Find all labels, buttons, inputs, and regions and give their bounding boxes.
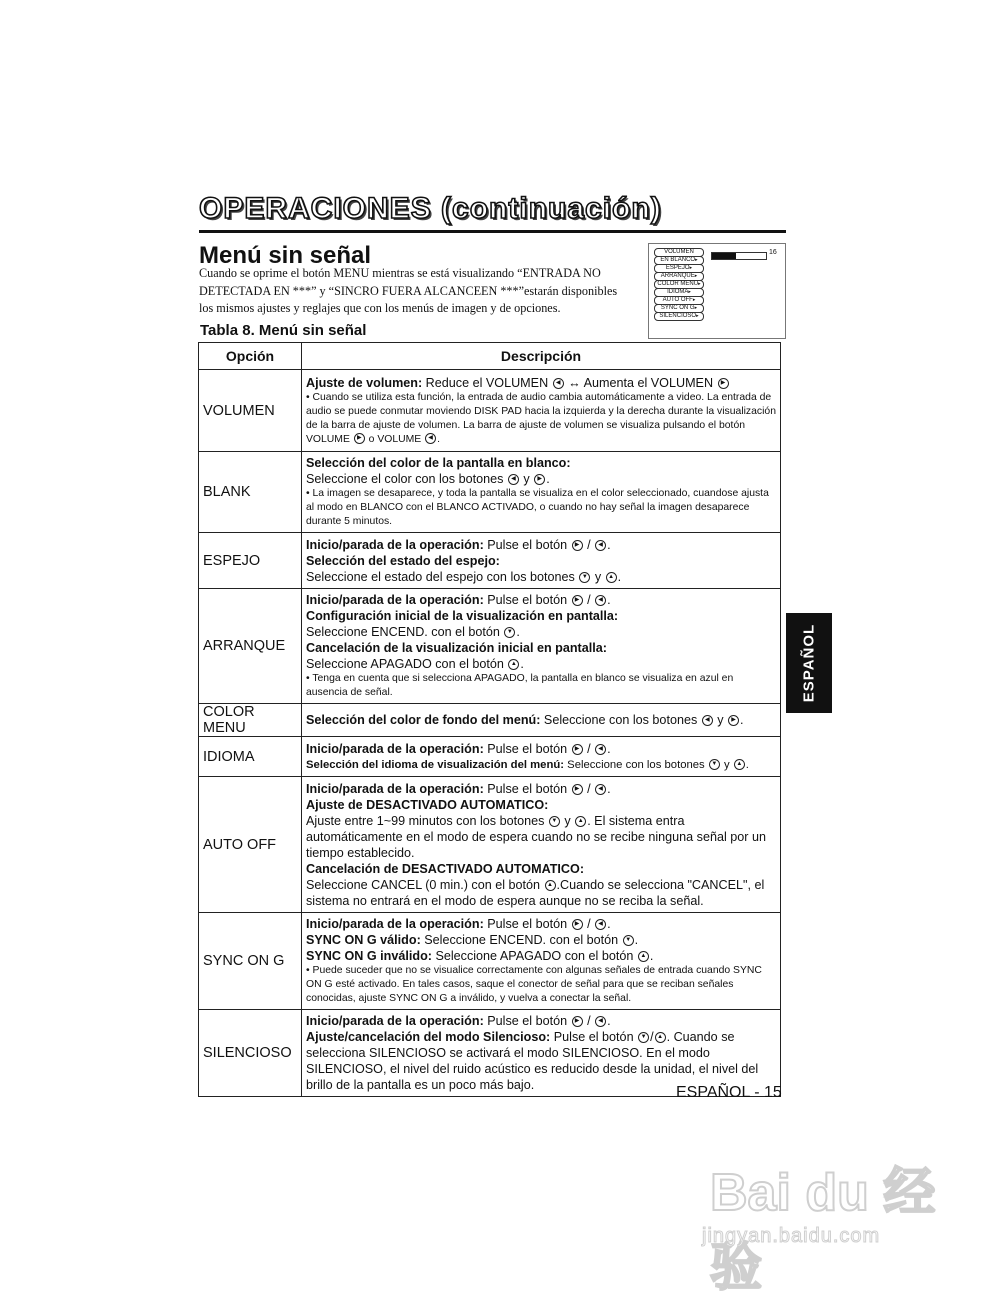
left-arrow-button-icon: ◀	[595, 1016, 606, 1027]
chevron-right-icon: ▸	[698, 281, 701, 287]
section-intro: Cuando se oprime el botón MENU mientras se está visualizando “ENTRADA NO DETECTADA EN ***” y “SINCRO FUERA ALCANCEEN ***”estarán disponibles los mismos ajustes y reglajes que con los menús de imagen y de opciones.	[199, 266, 618, 315]
option-cell: ARRANQUE	[199, 589, 302, 704]
description-text: Seleccione ENCEND. con el botón	[420, 933, 622, 947]
description-cell	[302, 452, 781, 533]
option-cell: SYNC ON G	[199, 913, 302, 1010]
right-arrow-button-icon: ▶	[572, 744, 583, 755]
table-row	[199, 589, 781, 704]
description-text: .	[607, 917, 611, 931]
option-cell: VOLUMEN	[199, 370, 302, 452]
bold-term: Inicio/parada de la operación:	[306, 537, 484, 552]
left-arrow-button-icon: ◀	[595, 784, 606, 795]
bold-term: Cancelación de DESACTIVADO AUTOMATICO:	[306, 861, 585, 876]
description-text: Seleccione APAGADO con el botón	[431, 949, 637, 963]
description-text: Seleccione el estado del espejo con los botones	[306, 569, 579, 584]
up-arrow-button-icon: ▲	[655, 1032, 666, 1043]
description-cell	[302, 589, 781, 704]
description-text: y	[519, 472, 534, 486]
description-text: Pulse el botón	[483, 1014, 571, 1028]
note-text: .	[437, 433, 440, 445]
note-text: • Tenga en cuenta que si selecciona APAGADO, la pantalla en blanco se visualiza en azul en ausencia de señal.	[306, 673, 734, 698]
page-footer: ESPAÑOL - 15	[676, 1084, 782, 1101]
table-caption: Tabla 8. Menú sin señal	[200, 322, 367, 339]
bold-term: Selección del idioma de visualización del menú:	[306, 758, 565, 771]
watermark-url: jingyan.baidu.com	[702, 1225, 881, 1247]
down-arrow-button-icon: ▼	[579, 572, 590, 583]
down-arrow-button-icon: ▼	[504, 627, 515, 638]
right-arrow-button-icon: ▶	[354, 433, 365, 444]
table-row	[199, 737, 781, 777]
left-arrow-button-icon: ◀	[595, 595, 606, 606]
left-arrow-button-icon: ◀	[595, 919, 606, 930]
description-cell	[302, 737, 781, 777]
watermark-logo: Bai du 经验	[710, 1164, 936, 1297]
bold-term: Inicio/parada de la operación:	[306, 1014, 484, 1028]
up-arrow-button-icon: ▲	[606, 572, 617, 583]
description-text: Pulse el botón	[550, 1030, 638, 1044]
description-text: .	[740, 713, 744, 727]
description-text: y	[591, 569, 605, 584]
table-row	[199, 370, 781, 452]
left-arrow-button-icon: ◀	[595, 744, 606, 755]
right-arrow-button-icon: ▶	[572, 919, 583, 930]
note-text: o VOLUME	[365, 433, 425, 445]
description-text: ↔ Aumenta el VOLUMEN	[564, 375, 717, 390]
section-title: Menú sin señal	[199, 242, 372, 269]
description-text: Pulse el botón	[483, 593, 571, 607]
description-text: .	[649, 949, 654, 963]
menu-preview-label: IDIOMA	[667, 289, 689, 295]
left-arrow-button-icon: ◀	[553, 378, 564, 389]
bold-term: Ajuste de volumen:	[306, 375, 423, 390]
description-text: y	[713, 713, 728, 727]
description-text: y	[720, 758, 733, 771]
chevron-right-icon: ▸	[695, 257, 698, 263]
description-text: Seleccione el color con los botones	[306, 472, 507, 486]
bold-term: Ajuste de DESACTIVADO AUTOMATICO:	[306, 797, 549, 812]
right-arrow-button-icon: ▶	[534, 474, 545, 485]
bold-term: Selección del color de la pantalla en blanco:	[306, 456, 571, 470]
watermark	[700, 1130, 940, 1297]
menu-preview-label: ESPEJO	[665, 265, 690, 271]
chevron-right-icon: ▸	[696, 313, 699, 319]
description-text: .	[607, 1014, 611, 1028]
description-text: Seleccione ENCEND. con el botón	[306, 625, 504, 639]
description-cell	[302, 370, 781, 452]
language-side-tab	[786, 613, 832, 713]
right-arrow-button-icon: ▶	[572, 784, 583, 795]
volume-bar	[711, 252, 767, 260]
option-cell: ESPEJO	[199, 533, 302, 589]
right-arrow-button-icon: ▶	[718, 378, 729, 389]
down-arrow-button-icon: ▼	[709, 759, 720, 770]
description-cell	[302, 704, 781, 737]
up-arrow-button-icon: ▲	[545, 880, 556, 891]
description-text: /	[583, 593, 595, 607]
description-cell	[302, 533, 781, 589]
bold-term: Ajuste/cancelación del modo Silencioso:	[306, 1030, 551, 1044]
description-text: .	[617, 569, 622, 584]
description-cell	[302, 913, 781, 1010]
description-text: .	[607, 781, 611, 796]
option-cell: COLOR MENU	[199, 704, 302, 737]
right-arrow-button-icon: ▶	[572, 1016, 583, 1027]
bold-term: Cancelación de la visualización inicial en pantalla:	[306, 641, 607, 655]
menu-table	[198, 342, 781, 1097]
description-text: .	[607, 741, 611, 756]
table-header-row	[199, 343, 781, 370]
down-arrow-button-icon: ▼	[549, 816, 560, 827]
note-text: • La imagen se desaparece, y toda la pantalla se visualiza en el color seleccionado, cuandose ajusta al modo en BLANCO con el BLANCO ACTIVADO, o cuando no hay señal la imagen desaparece durante 5 minutos.	[306, 488, 769, 527]
description-text: Pulse el botón	[483, 781, 571, 796]
bold-term: Inicio/parada de la operación:	[306, 917, 484, 931]
right-arrow-button-icon: ▶	[572, 595, 583, 606]
bold-term: Configuración inicial de la visualización en pantalla:	[306, 609, 619, 623]
description-text: Ajuste entre 1~99 minutos con los botones	[306, 813, 548, 828]
description-text: Seleccione APAGADO con el botón	[306, 657, 508, 671]
menu-preview-item	[654, 312, 704, 321]
page-header-title: OPERACIONES (continuación)	[199, 192, 662, 225]
right-arrow-button-icon: ▶	[572, 540, 583, 551]
note-text: • Cuando se utiliza esta función, la entrada de audio cambia automáticamente a video. La entrada de audio se puede conmutar moviendo DISK PAD hacia la izquierda y la derecha durante la visualización de la barra de ajuste de volumen. La barra de ajuste de volumen se visualiza pulsando el botón VOLUME	[306, 391, 776, 445]
volume-bar-fill	[712, 253, 736, 259]
description-text: Seleccione CANCEL (0 min.) con el botón	[306, 877, 544, 892]
left-arrow-button-icon: ◀	[702, 715, 713, 726]
menu-preview-label: AUTO OFF	[662, 297, 693, 303]
description-text: Pulse el botón	[483, 537, 571, 552]
description-text: /	[650, 1030, 654, 1044]
note-text: • Puede suceder que no se visualice correctamente con algunas señales de entrada cuando SYNC ON G esté activado. En tales casos, saque el conector de señal para que se reciban señales conocidas, ajuste SYNC ON G a inválido, y vuelva a conectar la señal.	[306, 965, 762, 1004]
bold-term: Inicio/parada de la operación:	[306, 781, 484, 796]
bold-term: Inicio/parada de la operación:	[306, 593, 484, 607]
description-text: y	[560, 813, 575, 828]
left-arrow-button-icon: ◀	[508, 474, 519, 485]
table-row	[199, 913, 781, 1010]
chevron-right-icon: ▸	[689, 265, 693, 271]
description-text: .Cuando se selecciona "CANCEL", el sistema no entrará en el modo de espera aunque no se reciba la señal.	[306, 877, 765, 908]
bold-term: Inicio/parada de la operación:	[306, 741, 484, 756]
description-text: /	[583, 917, 595, 931]
description-text: .	[745, 758, 749, 771]
description-text: .	[520, 657, 524, 671]
up-arrow-button-icon: ▲	[508, 659, 519, 670]
description-text: Seleccione con los botones	[564, 758, 708, 771]
description-text: . Cuando se selecciona SILENCIOSO se activará el modo SILENCIOSO. En el modo SILENCIOSO, el nivel del ruido acústico es reducido desde la unidad, el nivel del brillo de la pantalla es un poco más bajo.	[306, 1030, 759, 1092]
menu-preview-label: ARRANQUE	[660, 273, 695, 279]
volume-value: 16	[769, 249, 777, 256]
up-arrow-button-icon: ▲	[638, 951, 649, 962]
table-row	[199, 452, 781, 533]
bold-term: SYNC ON G inválido:	[306, 949, 432, 963]
bold-term: Selección del estado del espejo:	[306, 553, 500, 568]
chevron-right-icon: ▸	[694, 273, 698, 279]
up-arrow-button-icon: ▲	[734, 759, 745, 770]
description-text: Pulse el botón	[483, 741, 571, 756]
up-arrow-button-icon: ▲	[575, 816, 586, 827]
description-text: /	[583, 741, 595, 756]
description-text: Pulse el botón	[483, 917, 571, 931]
table-row	[199, 704, 781, 737]
option-cell: AUTO OFF	[199, 777, 302, 913]
chevron-right-icon: ▸	[692, 297, 696, 303]
description-text: .	[546, 472, 550, 486]
description-text: .	[634, 933, 639, 947]
right-arrow-button-icon: ▶	[728, 715, 739, 726]
description-text: Seleccione con los botones	[540, 713, 701, 727]
option-cell: IDIOMA	[199, 737, 302, 777]
column-header-description: Descripción	[302, 343, 781, 370]
menu-preview	[648, 243, 786, 339]
chevron-right-icon: ▸	[694, 305, 698, 311]
left-arrow-button-icon: ◀	[425, 433, 436, 444]
column-header-option: Opción	[199, 343, 302, 370]
description-text: /	[583, 781, 595, 796]
description-text: /	[583, 537, 595, 552]
option-cell: BLANK	[199, 452, 302, 533]
header-rule	[199, 230, 786, 233]
bold-term: Selección del color de fondo del menú:	[306, 713, 541, 727]
option-cell: SILENCIOSO	[199, 1010, 302, 1097]
bold-term: SYNC ON G válido:	[306, 933, 421, 947]
table-row	[199, 777, 781, 913]
down-arrow-button-icon: ▼	[623, 935, 634, 946]
description-text: . El sistema entra automáticamente en el modo de espera cuando no se recibe ninguna señal por un tiempo establecido.	[306, 813, 766, 860]
menu-preview-label: SYNC ON G	[660, 305, 695, 311]
side-tab-label: ESPAÑOL	[800, 623, 818, 703]
description-text: .	[607, 593, 611, 607]
description-text: /	[583, 1014, 595, 1028]
description-text: .	[607, 537, 611, 552]
down-arrow-button-icon: ▼	[638, 1032, 649, 1043]
chevron-right-icon: ▸	[688, 289, 691, 295]
menu-preview-label: COLOR MENU	[657, 281, 699, 287]
menu-preview-label: VOLUMEN	[664, 249, 694, 255]
menu-preview-label: SILENCIOSO	[659, 313, 697, 319]
table-row	[199, 533, 781, 589]
description-text: .	[516, 625, 520, 639]
description-cell	[302, 777, 781, 913]
left-arrow-button-icon: ◀	[595, 540, 606, 551]
description-text: Reduce el VOLUMEN	[422, 375, 552, 390]
menu-preview-label: EN BLANCO	[660, 257, 696, 263]
